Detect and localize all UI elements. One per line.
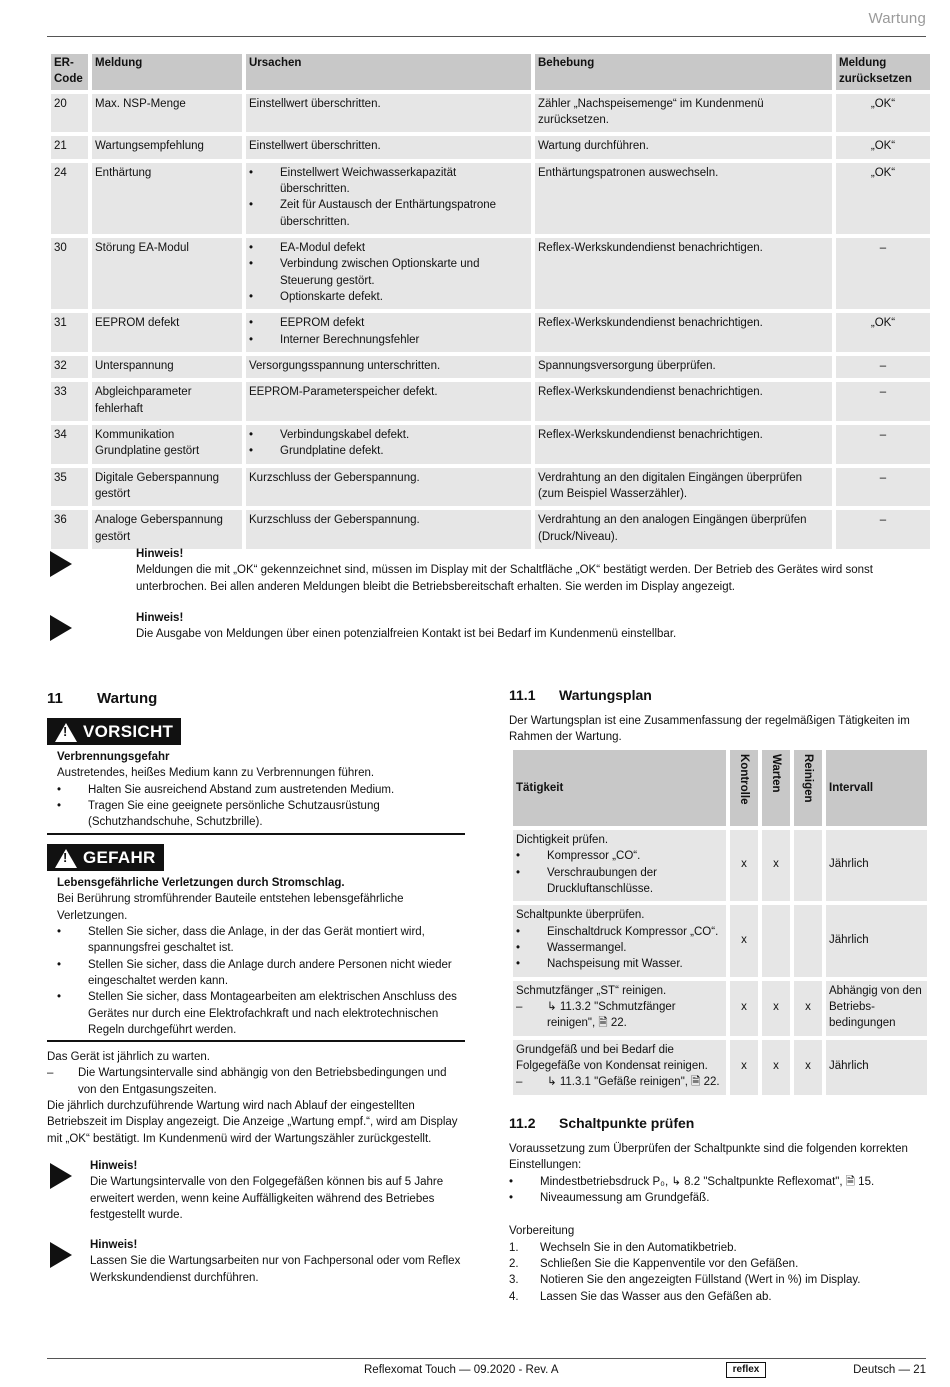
list-item: • EA-Modul defekt xyxy=(249,240,528,256)
paragraph: Die jährlich durchzuführende Wartung wird nach Ablauf der eingestellten Betriebszeit im Display angezeigt. Die Anzeige „Wartung empf.“, wird am Display mit „OK“ bestätigt. Im Kundenmenü wird der Wartungszähler zurückgestellt. xyxy=(47,1099,458,1145)
cell-message: Enthärtung xyxy=(92,163,242,234)
note-block xyxy=(136,546,926,595)
cell-reset: „OK“ xyxy=(836,313,930,352)
prerequisite-list xyxy=(509,1174,927,1207)
caution-text: Austretendes, heißes Medium kann zu Verbrennungen führen. xyxy=(57,767,375,780)
table-row xyxy=(51,510,930,549)
list-item: • Nachspeisung mit Wasser. xyxy=(516,956,723,972)
maintenance-table-body xyxy=(513,830,927,1095)
cell-clean: x xyxy=(794,1040,822,1095)
cell-reset: „OK“ xyxy=(836,136,930,158)
column-header-clean: Reinigen xyxy=(794,750,822,826)
list-item: • Verbindung zwischen Optionskarte und Steuerung gestört. xyxy=(249,256,528,289)
note-arrow-icon xyxy=(50,1163,72,1189)
list-item: 4. Lassen Sie das Wasser aus den Gefäßen ab. xyxy=(509,1290,772,1303)
checkpoint-section xyxy=(509,1141,927,1305)
cell-code: 35 xyxy=(51,468,88,507)
column-header-causes: Ursachen xyxy=(246,54,531,90)
section-heading xyxy=(47,688,157,709)
list-item: • Verschraubungen der Druckluftanschlüsse. xyxy=(516,865,723,898)
column-header-code: ER-Code xyxy=(51,54,88,90)
cell-code: 32 xyxy=(51,356,88,378)
cell-causes xyxy=(246,468,531,507)
cell-reset: – xyxy=(836,468,930,507)
cause-text: Einstellwert überschritten. xyxy=(249,97,381,110)
cell-code: 34 xyxy=(51,425,88,464)
cell-causes xyxy=(246,510,531,549)
note-text: Lassen Sie die Wartungsarbeiten nur von Fachpersonal oder vom Reflex Werkskundendienst durchführen. xyxy=(90,1255,461,1284)
cell-remedy: Reflex-Werkskundendienst benachrichtigen. xyxy=(535,382,832,421)
danger-label: GEFAHR xyxy=(83,848,156,867)
cell-causes xyxy=(246,425,531,464)
list-item: • Wassermangel. xyxy=(516,940,723,956)
cell-reset: – xyxy=(836,356,930,378)
dash-list xyxy=(47,1065,465,1098)
cause-text: EEPROM-Parameterspeicher defekt. xyxy=(249,386,438,399)
column-header-reset: Meldung zurücksetzen xyxy=(836,54,930,90)
danger-signal-word xyxy=(47,844,164,871)
note-title: Hinweis! xyxy=(90,1239,138,1251)
list-item: • Niveaumessung am Grundgefäß. xyxy=(509,1190,927,1206)
cell-interval: Jährlich xyxy=(826,830,927,901)
section-number: 11 xyxy=(47,690,63,707)
list-item: 1. Wechseln Sie in den Automatikbetrieb. xyxy=(509,1241,737,1254)
cause-text: Einstellwert überschritten. xyxy=(249,140,381,153)
danger-list xyxy=(57,924,465,1038)
table-row xyxy=(513,830,927,901)
cell-causes xyxy=(246,136,531,158)
danger-box xyxy=(47,844,465,1042)
subsection-number: 11.1 xyxy=(509,687,536,703)
cross-reference-link[interactable]: – ↳ 11.3.1 "Gefäße reinigen", 🗎 22. xyxy=(516,1074,723,1090)
subsection-heading xyxy=(509,686,652,706)
note-title: Hinweis! xyxy=(90,1160,138,1172)
list-item: • EEPROM defekt xyxy=(249,315,528,331)
paragraph: Das Gerät ist jährlich zu warten. xyxy=(47,1051,210,1063)
list-item: • Stellen Sie sicher, dass die Anlage, in der das Gerät montiert wird, spannungsfrei geschaltet ist. xyxy=(57,924,465,957)
table-row xyxy=(51,425,930,464)
cell-maintain xyxy=(762,905,790,976)
table-row xyxy=(51,163,930,234)
cell-remedy: Reflex-Werkskundendienst benachrichtigen. xyxy=(535,238,832,309)
list-item: • Grundplatine defekt. xyxy=(249,443,528,459)
cell-task xyxy=(513,981,726,1036)
warning-triangle-icon xyxy=(55,723,77,742)
caution-signal-word xyxy=(47,718,181,745)
cell-remedy: Reflex-Werkskundendienst benachrichtigen. xyxy=(535,313,832,352)
column-header-maintain: Warten xyxy=(762,750,790,826)
section-title: Wartung xyxy=(97,690,158,707)
paragraph: Der Wartungsplan ist eine Zusammenfassung der regelmäßigen Tätigkeiten im Rahmen der Wartung. xyxy=(509,715,910,744)
cell-message: EEPROM defekt xyxy=(92,313,242,352)
list-item: – Die Wartungsintervalle sind abhängig von den Betriebsbedingungen und von den Entgasungszeiten. xyxy=(47,1065,465,1098)
maintenance-plan-table xyxy=(509,746,931,1099)
reference-list xyxy=(516,1074,723,1090)
note-arrow-icon xyxy=(50,615,72,641)
maintenance-text xyxy=(47,1049,465,1147)
note-block xyxy=(90,1158,465,1223)
note-text: Die Ausgabe von Meldungen über einen potenzialfreien Kontakt ist bei Bedarf im Kundenmenü einstellbar. xyxy=(136,628,677,641)
error-table-body xyxy=(51,94,930,549)
column-header-task: Tätigkeit xyxy=(513,750,726,826)
table-row xyxy=(513,1040,927,1095)
cell-maintain: x xyxy=(762,1040,790,1095)
warning-triangle-icon xyxy=(55,849,77,868)
cell-maintain: x xyxy=(762,981,790,1036)
task-title: Schaltpunkte überprüfen. xyxy=(516,909,645,922)
cell-causes xyxy=(246,382,531,421)
cell-message: Max. NSP-Menge xyxy=(92,94,242,133)
cell-code: 33 xyxy=(51,382,88,421)
cell-clean: x xyxy=(794,981,822,1036)
table-header-row xyxy=(51,54,930,90)
cell-interval: Abhängig von den Betriebs-bedingungen xyxy=(826,981,927,1036)
cell-check: x xyxy=(730,905,758,976)
cell-remedy: Wartung durchführen. xyxy=(535,136,832,158)
cell-code: 36 xyxy=(51,510,88,549)
cell-code: 24 xyxy=(51,163,88,234)
caution-heading: Verbrennungsgefahr xyxy=(57,750,170,763)
paragraph: Voraussetzung zum Überprüfen der Schaltpunkte sind die folgenden korrekten Einstellungen: xyxy=(509,1143,908,1172)
list-item: • Stellen Sie sicher, dass die Anlage durch andere Personen nicht wieder eingeschaltet werden kann. xyxy=(57,957,465,990)
list-item: • Kompressor „CO“. xyxy=(516,848,723,864)
list-item: • Interner Berechnungsfehler xyxy=(249,332,528,348)
cell-interval: Jährlich xyxy=(826,1040,927,1095)
warning-divider xyxy=(47,1040,465,1042)
note-block xyxy=(90,1237,465,1286)
cell-remedy: Verdrahtung an den analogen Eingängen überprüfen (Druck/Niveau). xyxy=(535,510,832,549)
preparation-title: Vorbereitung xyxy=(509,1225,575,1238)
subsection-number: 11.2 xyxy=(509,1115,536,1131)
cell-message: Digitale Geberspannung gestört xyxy=(92,468,242,507)
caution-list xyxy=(57,782,465,831)
cell-code: 20 xyxy=(51,94,88,133)
header-divider xyxy=(47,36,926,37)
task-list xyxy=(516,848,723,897)
cell-code: 31 xyxy=(51,313,88,352)
cell-causes xyxy=(246,163,531,234)
cell-reset: – xyxy=(836,382,930,421)
cell-remedy: Zähler „Nachspeisemenge“ im Kundenmenü zurücksetzen. xyxy=(535,94,832,133)
table-row xyxy=(51,94,930,133)
list-item: • Zeit für Austausch der Enthärtungspatrone überschritten. xyxy=(249,197,528,230)
causes-list xyxy=(249,240,528,305)
column-header-check: Kontrolle xyxy=(730,750,758,826)
cell-message: Kommunikation Grundplatine gestört xyxy=(92,425,242,464)
table-row xyxy=(513,981,927,1036)
cell-reset: „OK“ xyxy=(836,94,930,133)
cell-causes xyxy=(246,94,531,133)
cause-text: Versorgungsspannung unterschritten. xyxy=(249,359,441,372)
list-item: • Tragen Sie eine geeignete persönliche Schutzausrüstung (Schutzhandschuhe, Schutzbrille). xyxy=(57,798,465,831)
cell-causes xyxy=(246,356,531,378)
cell-causes xyxy=(246,238,531,309)
cell-message: Unterspannung xyxy=(92,356,242,378)
cell-task xyxy=(513,1040,726,1095)
cell-interval: Jährlich xyxy=(826,905,927,976)
cell-clean xyxy=(794,830,822,901)
causes-list xyxy=(249,315,528,348)
list-item: • Optionskarte defekt. xyxy=(249,289,528,305)
cell-reset: – xyxy=(836,425,930,464)
error-code-table xyxy=(47,50,934,553)
list-item: 3. Notieren Sie den angezeigten Füllstand (Wert in %) im Display. xyxy=(509,1274,861,1287)
cell-check: x xyxy=(730,981,758,1036)
preparation-steps xyxy=(509,1240,927,1305)
task-title: Grundgefäß und bei Bedarf die Folgegefäße von Kondensat reinigen. xyxy=(516,1043,708,1072)
cell-clean xyxy=(794,905,822,976)
column-header-remedy: Behebung xyxy=(535,54,832,90)
reference-list xyxy=(516,999,723,1032)
cell-reset: „OK“ xyxy=(836,163,930,234)
column-header-message: Meldung xyxy=(92,54,242,90)
footer-divider xyxy=(47,1358,926,1359)
note-arrow-icon xyxy=(50,551,72,577)
cell-causes xyxy=(246,313,531,352)
cell-check: x xyxy=(730,830,758,901)
note-title: Hinweis! xyxy=(136,612,184,624)
cell-message: Wartungsempfehlung xyxy=(92,136,242,158)
list-item: 2. Schließen Sie die Kappenventile vor den Gefäßen. xyxy=(509,1257,799,1270)
cell-reset: – xyxy=(836,510,930,549)
cell-message: Analoge Geberspannung gestört xyxy=(92,510,242,549)
cell-message: Störung EA-Modul xyxy=(92,238,242,309)
caution-label: VORSICHT xyxy=(83,722,174,741)
cell-maintain: x xyxy=(762,830,790,901)
warning-divider xyxy=(47,833,465,835)
column-header-interval: Intervall xyxy=(826,750,927,826)
table-row xyxy=(51,468,930,507)
task-title: Schmutzfänger „ST“ reinigen. xyxy=(516,984,667,997)
footer-document-info: Reflexomat Touch — 09.2020 - Rev. A xyxy=(364,1364,559,1376)
table-row xyxy=(51,356,930,378)
note-text: Meldungen die mit „OK“ gekennzeichnet sind, müssen im Display mit der Schaltfläche „OK“ bestätigt werden. Der Betrieb des Gerätes wird sonst unterbrochen. Bei allen anderen Meldungen bleibt die Betriebsbereitschaft erhalten. Sie werden im Display angezeigt. xyxy=(136,564,873,593)
cell-task xyxy=(513,905,726,976)
cell-remedy: Reflex-Werkskundendienst benachrichtigen. xyxy=(535,425,832,464)
page-header-title: Wartung xyxy=(868,10,926,27)
subsection-heading xyxy=(509,1114,694,1134)
footer-page-number: Deutsch — 21 xyxy=(853,1364,926,1376)
caution-box xyxy=(47,718,465,835)
table-row xyxy=(51,136,930,158)
cell-message: Abgleichparameter fehlerhaft xyxy=(92,382,242,421)
cell-task xyxy=(513,830,726,901)
cell-remedy: Enthärtungspatronen auswechseln. xyxy=(535,163,832,234)
danger-text: Bei Berührung stromführender Bauteile entstehen lebensgefährliche Verletzungen. xyxy=(57,893,404,922)
cell-code: 30 xyxy=(51,238,88,309)
cell-reset: – xyxy=(836,238,930,309)
danger-heading: Lebensgefährliche Verletzungen durch Stromschlag. xyxy=(57,876,345,889)
note-block xyxy=(136,610,926,643)
task-list xyxy=(516,924,723,973)
list-item: • Einschaltdruck Kompressor „CO“. xyxy=(516,924,723,940)
causes-list xyxy=(249,165,528,230)
cell-check: x xyxy=(730,1040,758,1095)
cause-text: Kurzschluss der Geberspannung. xyxy=(249,514,420,527)
subsection-title: Schaltpunkte prüfen xyxy=(559,1115,695,1131)
list-item: • Mindestbetriebsdruck P₀, ↳ 8.2 "Schaltpunkte Reflexomat", 🗎 15. xyxy=(509,1174,927,1190)
table-row xyxy=(51,382,930,421)
causes-list xyxy=(249,427,528,460)
cell-remedy: Spannungsversorgung überprüfen. xyxy=(535,356,832,378)
note-arrow-icon xyxy=(50,1242,72,1268)
table-row xyxy=(51,313,930,352)
table-row xyxy=(51,238,930,309)
list-item: • Halten Sie ausreichend Abstand zum austretenden Medium. xyxy=(57,782,465,798)
cross-reference-link[interactable]: – ↳ 11.3.2 "Schmutzfänger reinigen", 🗎 22. xyxy=(516,999,723,1032)
list-item: • Einstellwert Weichwasserkapazität überschritten. xyxy=(249,165,528,198)
table-header-row xyxy=(513,750,927,826)
subsection-title: Wartungsplan xyxy=(559,687,652,703)
task-title: Dichtigkeit prüfen. xyxy=(516,834,609,846)
cause-text: Kurzschluss der Geberspannung. xyxy=(249,471,420,484)
note-title: Hinweis! xyxy=(136,548,184,560)
cell-code: 21 xyxy=(51,136,88,158)
list-item: • Stellen Sie sicher, dass Montagearbeiten am elektrischen Anschluss des Gerätes nur durch eine Elektrofachkraft und nach elektrotechnischen Regeln durchgeführt werden. xyxy=(57,989,465,1038)
reflex-logo: reflex xyxy=(726,1362,766,1378)
note-text: Die Wartungsintervalle von den Folgegefäßen können bis auf 5 Jahre erweitert werden, wenn keine Auffälligkeiten während des Betriebes festgestellt wurde. xyxy=(90,1176,444,1221)
table-row xyxy=(513,905,927,976)
list-item: • Verbindungskabel defekt. xyxy=(249,427,528,443)
cell-remedy: Verdrahtung an den digitalen Eingängen überprüfen (zum Beispiel Wasserzähler). xyxy=(535,468,832,507)
